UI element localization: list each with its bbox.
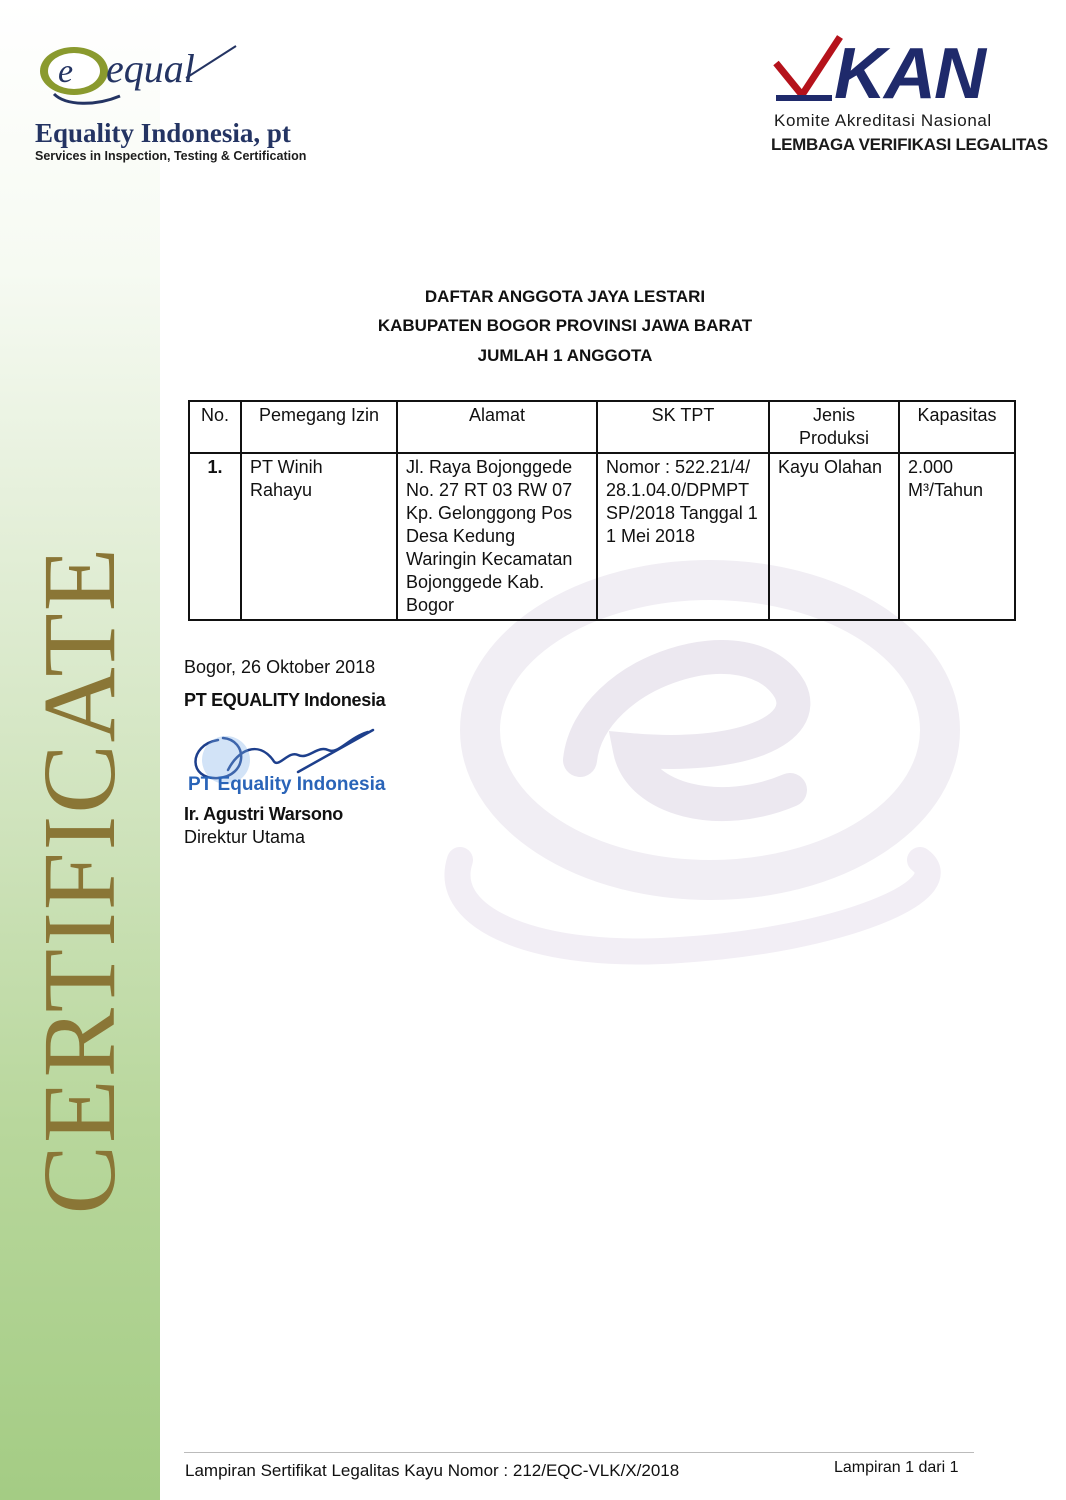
kan-line-2: LEMBAGA VERIFIKASI LEGALITAS [771,135,1048,154]
header-address: Alamat [397,401,597,453]
cell-capacity: 2.000 M³/Tahun [899,453,1015,620]
header-sk-tpt: SK TPT [597,401,769,453]
table-row [189,453,1015,620]
footer-page-count: Lampiran 1 dari 1 [834,1459,959,1476]
equal-watermark-icon [420,560,980,980]
title-line-2: KABUPATEN BOGOR PROVINSI JAWA BARAT [377,316,753,335]
signing-company: PT EQUALITY Indonesia [184,690,386,710]
logo-word: equal [106,46,195,91]
cell-address: Jl. Raya Bojonggede No. 27 RT 03 RW 07 Kp. Gelonggong Pos Desa Kedung Waringin Kecamatan Bojonggede Kab. Bogor [397,453,597,620]
cell-no: 1. [189,453,241,620]
certificate-vertical-text: CERTIFICATE [22,545,137,1215]
cell-holder: PT Winih Rahayu [241,453,397,620]
equal-logo-icon [36,38,256,110]
title-line-1: DAFTAR ANGGOTA JAYA LESTARI [424,287,706,306]
footer-divider [184,1452,974,1453]
members-table [188,400,1016,621]
footer-reference: Lampiran Sertifikat Legalitas Kayu Nomor : 212/EQC-VLK/X/2018 [185,1461,680,1480]
cell-production: Kayu Olahan [769,453,899,620]
header-no: No. [189,401,241,453]
kan-line-1: Komite Akreditasi Nasional [774,111,992,130]
signer-position: Direktur Utama [184,827,306,847]
brand-tagline: Services in Inspection, Testing & Certification [35,149,307,163]
header-capacity: Kapasitas [899,401,1015,453]
cell-sk-tpt: Nomor : 522.21/4/28.1.04.0/DPMPTSP/2018 Tanggal 11 Mei 2018 [597,453,769,620]
stamp-text: PT Equality Indonesia [188,774,386,795]
title-line-3: JUMLAH 1 ANGGOTA [477,346,653,365]
table-header-row [189,401,1015,453]
header-holder: Pemegang Izin [241,401,397,453]
brand-name: Equality Indonesia, pt [35,118,291,148]
svg-text:e: e [58,53,74,90]
signer-name: Ir. Agustri Warsono [184,804,343,824]
header-production: Jenis Produksi [769,401,899,453]
place-date: Bogor, 26 Oktober 2018 [184,657,376,677]
kan-logo-text: KAN [834,34,984,114]
